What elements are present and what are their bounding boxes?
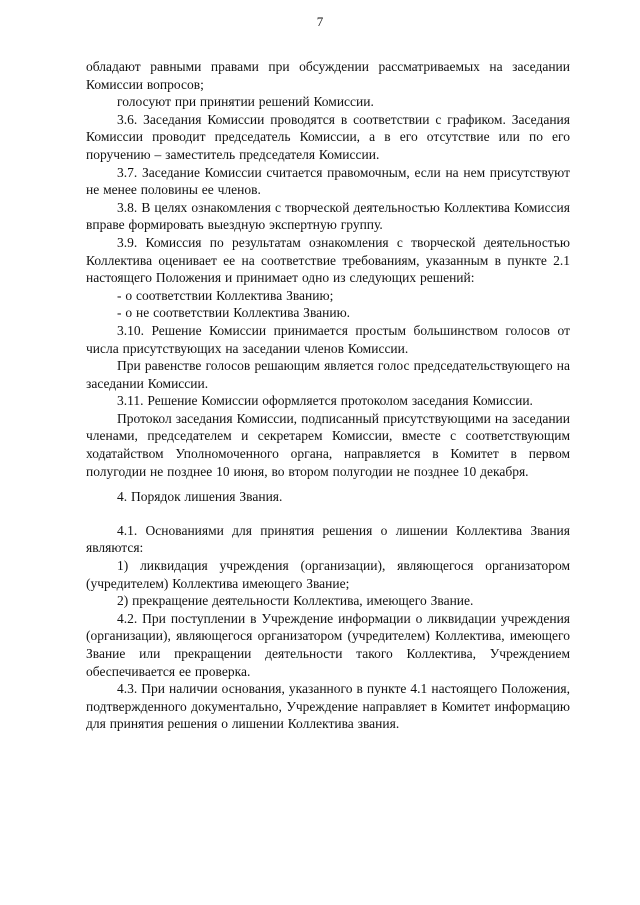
paragraph: 3.6. Заседания Комиссии проводятся в соответствии с графиком. Заседания Комиссии проводит председатель Комиссии, а в его отсутствие или по его поручению – заместитель председателя Комиссии. — [86, 111, 570, 162]
list-item: - о не соответствии Коллектива Званию. — [117, 305, 351, 321]
paragraph: обладают равными правами при обсуждении рассматриваемых на заседании Комиссии вопросов; — [86, 59, 570, 92]
paragraph: 3.10. Решение Комиссии принимается простым большинством голосов от числа присутствующих на заседании членов Комиссии. — [86, 322, 570, 356]
paragraph: При равенстве голосов решающим является голос председательствующего на заседании Комиссии. — [86, 358, 570, 391]
paragraph: Протокол заседания Комиссии, подписанный присутствующими на заседании членами, председателем и секретарем Комиссии, вместе с соответствующим ходатайством Уполномоченного органа, направляется в Комитет в первом полугодии не позднее 10 июня, во втором полугодии не позднее 10 декабря. — [86, 410, 570, 479]
page-number: 7 — [316, 14, 324, 29]
paragraph: 4.3. При наличии основания, указанного в пункте 4.1 настоящего Положения, подтвержденного документально, Учреждение направляет в Комитет информацию для принятия решения о лишении Коллектива звания. — [86, 681, 570, 732]
paragraph: 3.8. В целях ознакомления с творческой деятельностью Коллектива Комиссия вправе формировать выездную экспертную группу. — [86, 199, 570, 233]
section-title: 4. Порядок лишения Звания. — [117, 489, 283, 505]
paragraph: 4.2. При поступлении в Учреждение информации о ликвидации учреждения (организации), являющегося организатором (учредителем) Коллектива, имеющего Звание или прекращении деятельности такого Коллектива, Учреждением обеспечивается ее проверка. — [86, 610, 570, 679]
list-item: 2) прекращение деятельности Коллектива, имеющего Звание. — [117, 593, 474, 609]
paragraph: 4.1. Основаниями для принятия решения о лишении Коллектива Звания являются: — [86, 522, 570, 556]
list-item: - о соответствии Коллектива Званию; — [117, 287, 334, 303]
document-body — [86, 58, 570, 733]
paragraph: 3.11. Решение Комиссии оформляется протоколом заседания Комиссии. — [117, 393, 533, 409]
list-item: 1) ликвидация учреждения (организации), являющегося организатором (учредителем) Коллектива имеющего Звание; — [86, 558, 570, 591]
paragraph: 3.9. Комиссия по результатам ознакомления с творческой деятельностью Коллектива оценивает ее на соответствие требованиям, указанным в пункте 2.1 настоящего Положения и принимает одно из следующих решений: — [86, 234, 570, 286]
paragraph: голосуют при принятии решений Комиссии. — [117, 94, 374, 110]
paragraph: 3.7. Заседание Комиссии считается правомочным, если на нем присутствуют не менее половины ее членов. — [86, 164, 570, 198]
